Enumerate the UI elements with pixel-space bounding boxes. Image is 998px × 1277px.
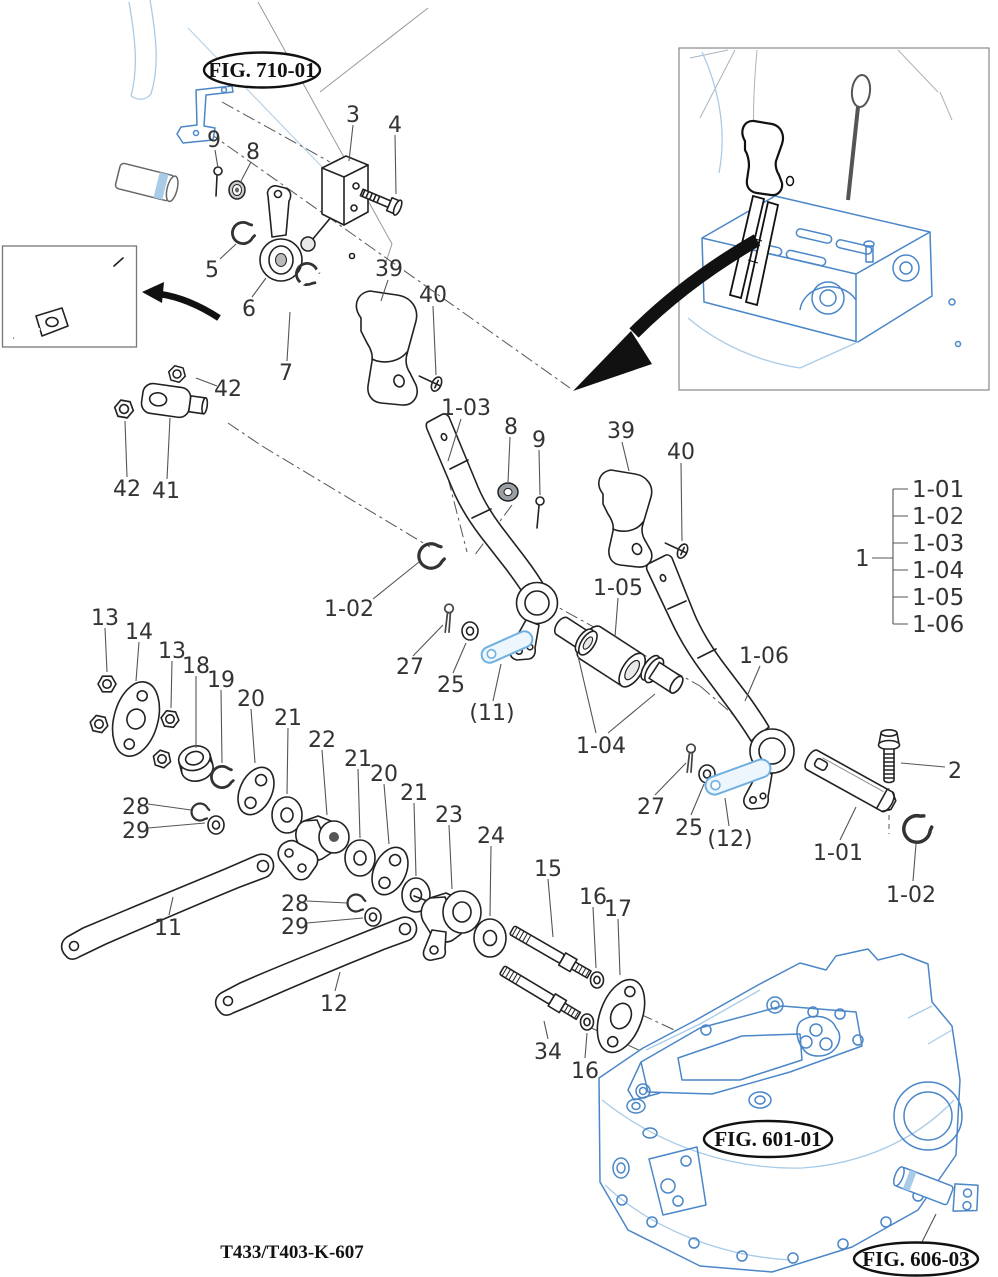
callout: 18 (182, 654, 210, 679)
callout: 20 (237, 687, 265, 712)
housing-fig601 (599, 949, 962, 1272)
callout: 7 (279, 361, 293, 386)
tree-root: 1 (855, 546, 870, 572)
bushing-18 (176, 742, 216, 784)
callout: 23 (435, 803, 463, 828)
callout: 27 (396, 655, 424, 680)
callout: 42 (214, 377, 242, 402)
cam-lever-6 (260, 186, 302, 281)
inset-rod-assembly (3, 246, 137, 347)
callout: 1-02 (324, 597, 374, 622)
snap-ring-28b (346, 893, 367, 914)
snap-ring-28a (190, 802, 211, 823)
tree-item: 1-01 (912, 477, 965, 503)
callout: 1-03 (441, 396, 491, 421)
fig-ref-710-01: FIG. 710-01 (208, 58, 316, 82)
tree-item: 1-03 (912, 531, 965, 557)
lever-11 (62, 854, 274, 959)
cotter-27a (445, 604, 454, 632)
washer-8b (498, 483, 518, 501)
washer-8a (229, 181, 245, 199)
clevis-41 (140, 382, 209, 421)
pin-9a (214, 167, 222, 196)
knob-39a (356, 291, 417, 405)
callout: 13 (158, 639, 186, 664)
callout: 14 (125, 620, 153, 645)
callout: 13 (91, 606, 119, 631)
mount-bracket (177, 86, 233, 143)
nut-42b (113, 399, 134, 418)
tree-item: 1-05 (912, 585, 965, 611)
plate-14 (105, 677, 167, 762)
callout: 1-05 (593, 576, 643, 601)
callout: (11) (469, 701, 515, 726)
callout: 20 (370, 762, 398, 787)
callout: 25 (675, 816, 703, 841)
callout: 1-01 (813, 841, 863, 866)
nut-42a (167, 365, 187, 384)
tree-item: 1-06 (912, 612, 965, 638)
callout: 11 (154, 916, 182, 941)
callout: 21 (344, 747, 372, 772)
snap-ring-1-02b (899, 811, 936, 848)
callout: 16 (571, 1059, 599, 1084)
washer-21b (345, 840, 375, 876)
callout: 21 (274, 706, 302, 731)
washer-29b (365, 908, 381, 926)
washer-16b (581, 1014, 594, 1030)
knob-39b (599, 470, 652, 567)
inset-pointer-arrow (142, 282, 219, 318)
callout: 29 (281, 915, 309, 940)
callout: 22 (308, 728, 336, 753)
callout: 28 (281, 892, 309, 917)
washer-25a (462, 622, 478, 640)
nut-13d (151, 749, 173, 769)
callout: 3 (346, 103, 360, 128)
callout: 1-02 (886, 883, 936, 908)
tree-item: 1-02 (912, 504, 965, 530)
callout: 1-04 (576, 734, 626, 759)
callout: 8 (504, 415, 518, 440)
washer-29a (208, 816, 224, 834)
fig-ref-606-03: FIG. 606-03 (862, 1247, 970, 1271)
callout: 5 (205, 258, 219, 283)
shaft-end-cylinder (115, 163, 180, 203)
bracket-block-3 (301, 156, 368, 251)
snap-ring-5 (230, 220, 256, 246)
callout: (12) (707, 827, 753, 852)
screw-40a (416, 369, 444, 393)
callout: 28 (122, 795, 150, 820)
callout: 15 (534, 857, 562, 882)
inset-assembled-overview (679, 48, 989, 390)
callout: 40 (667, 440, 695, 465)
callout: 39 (607, 419, 635, 444)
bolt-2 (879, 730, 900, 783)
nut-13a (98, 676, 116, 692)
callout: 4 (388, 113, 402, 138)
callout: 19 (207, 668, 235, 693)
callout: 17 (604, 897, 632, 922)
callout: 41 (152, 479, 180, 504)
callout: 1-06 (739, 644, 789, 669)
nut-13b (89, 714, 110, 733)
callout: 8 (246, 140, 260, 165)
cotter-27b (687, 744, 696, 772)
callout: 39 (375, 257, 403, 282)
callout: 9 (532, 428, 546, 453)
lever-12 (216, 917, 417, 1015)
nut-13c (160, 710, 180, 728)
callout: 34 (534, 1040, 562, 1065)
callout: 6 (242, 297, 256, 322)
washer-24 (474, 919, 506, 957)
callout: 25 (437, 673, 465, 698)
tree-item: 1-04 (912, 558, 965, 584)
callout: 24 (477, 824, 505, 849)
snap-ring-1-02a (416, 541, 446, 571)
callout: 9 (207, 128, 221, 153)
fig-ref-601-01: FIG. 601-01 (714, 1127, 822, 1151)
callout: 27 (637, 795, 665, 820)
drawing-number: T433/T403-K-607 (220, 1242, 364, 1263)
pin-9b (536, 497, 544, 528)
stud-15 (509, 924, 593, 981)
stud-34 (498, 964, 581, 1022)
callout: 42 (113, 477, 141, 502)
part-group-tree (855, 477, 964, 638)
callout: 2 (948, 759, 962, 784)
callout: 29 (122, 819, 150, 844)
callout: 21 (400, 781, 428, 806)
washer-16a (591, 972, 604, 988)
callout: 12 (320, 992, 348, 1017)
callout: 16 (579, 885, 607, 910)
callout: 40 (419, 283, 447, 308)
